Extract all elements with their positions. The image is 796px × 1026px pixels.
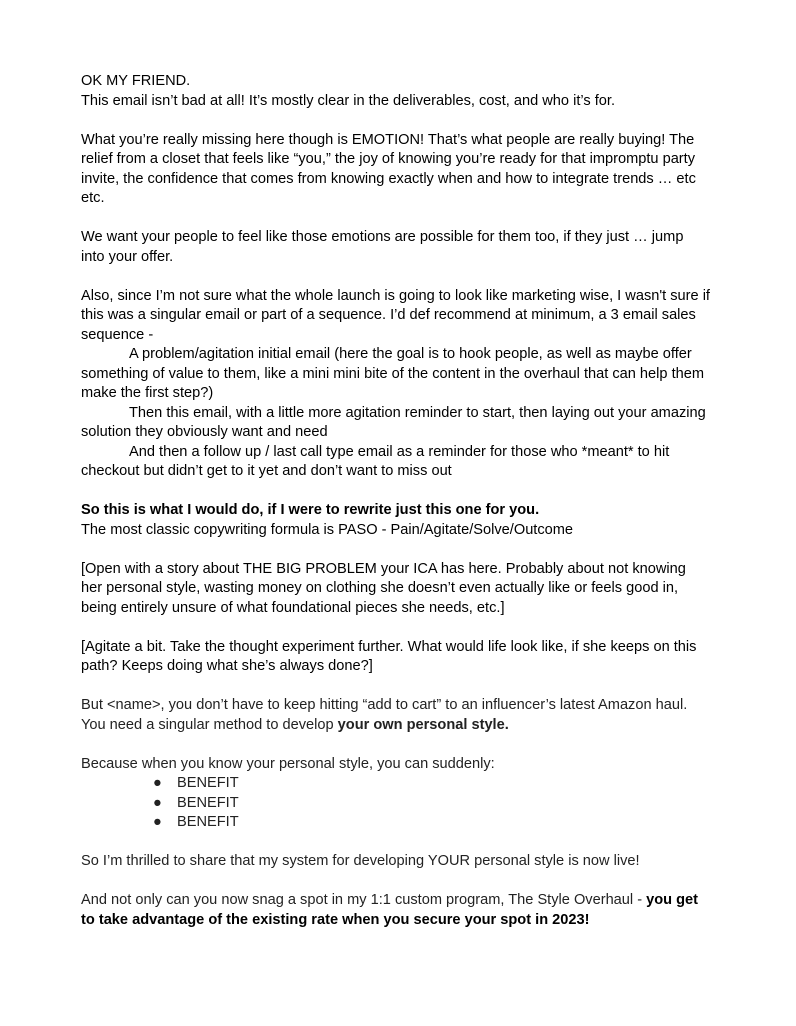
launch-paragraph: So I’m thrilled to share that my system for developing YOUR personal style is now live! — [81, 853, 640, 869]
document-page — [81, 72, 711, 930]
program-emphasis: you get to take advantage of the existing rate when you secure your spot in 2023! — [81, 892, 699, 928]
offer-paragraph: We want your people to feel like those emotions are possible for them too, if they just … jump into your offer. — [81, 229, 684, 265]
sequence-step-1: A problem/agitation initial email (here the goal is to hook people, as well as maybe offer something of value to them, like a mini mini bite of the content in the overhaul that can help them make the first step?) — [81, 346, 705, 401]
solution-text: But <name>, you don’t have to keep hitting “add to cart” to an influencer’s latest Amazon haul. You need a singular method to develop — [81, 697, 688, 733]
sequence-paragraph: Also, since I’m not sure what the whole launch is going to look like marketing wise, I wasn't sure if this was a singular email or part of a sequence. I’d def recommend at minimum, a 3 email sales sequence - — [81, 287, 710, 343]
sequence-step-3: And then a follow up / last call type email as a reminder for those who *meant* to hit checkout but didn’t get to it yet and don’t want to miss out — [81, 443, 670, 479]
program-paragraph — [81, 891, 711, 930]
benefits-intro: Because when you know your personal style, you can suddenly: — [81, 755, 495, 772]
solution-emphasis: your own personal style. — [337, 716, 509, 733]
story-placeholder: [Open with a story about THE BIG PROBLEM your ICA has here. Probably about not knowing her personal style, wasting money on clothing she doesn’t even actually like or feels good in, being entirely unsure of what foundational pieces she needs, etc.] — [81, 560, 686, 616]
solution-paragraph — [81, 696, 711, 735]
program-text: And not only can you now snag a spot in my 1:1 custom program, The Style Overhaul - — [81, 892, 647, 908]
bullet-icon: ● — [153, 814, 162, 830]
benefit-text: BENEFIT — [177, 775, 239, 791]
feedback-intro: This email isn’t bad at all! It’s mostly clear in the deliverables, cost, and who it’s for. — [81, 92, 615, 109]
benefit-text: BENEFIT — [177, 794, 239, 811]
agitate-placeholder: [Agitate a bit. Take the thought experiment further. What would life look like, if she keeps on this path? Keeps doing what she’s always done?] — [81, 638, 697, 674]
list-item — [81, 813, 711, 833]
benefit-text: BENEFIT — [177, 814, 239, 830]
bullet-icon: ● — [153, 794, 162, 811]
list-item — [81, 794, 711, 814]
bullet-icon: ● — [153, 775, 162, 791]
sequence-step-2: Then this email, with a little more agitation reminder to start, then laying out your amazing solution they obviously want and need — [81, 404, 706, 440]
rewrite-heading: So this is what I would do, if I were to rewrite just this one for you. — [81, 502, 540, 518]
list-item — [81, 774, 711, 794]
greeting-line: OK MY FRIEND. — [81, 73, 191, 89]
benefits-list — [81, 774, 711, 833]
paso-formula: The most classic copywriting formula is PASO - Pain/Agitate/Solve/Outcome — [81, 521, 574, 538]
emotion-paragraph: What you’re really missing here though is EMOTION! That’s what people are really buying! The relief from a closet that feels like “you,” the joy of knowing you’re ready for that impromptu party invite, the confidence that comes from knowing exactly when and how to integrate trends … etc etc. — [81, 131, 696, 206]
